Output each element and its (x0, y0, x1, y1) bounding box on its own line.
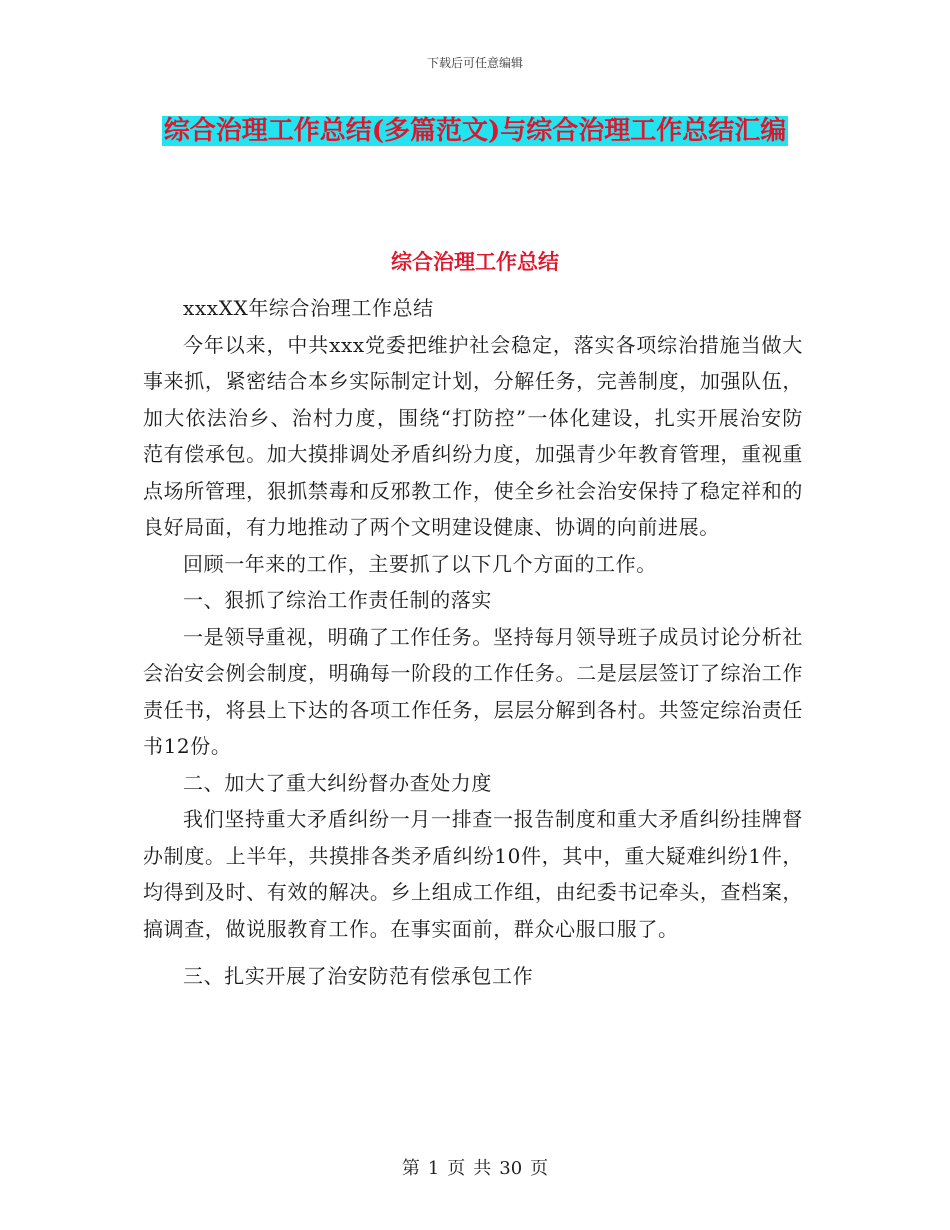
footer-total-label: 共 (473, 1158, 492, 1179)
footer-page-number: 1 (427, 1158, 440, 1179)
page-footer (0, 1154, 950, 1180)
paragraph-intro: 今年以来，中共xxx党委把维护社会稳定，落实各项综治措施当做大事来抓，紧密结合本乡实际制定计划，分解任务，完善制度，加强队伍，加大依法治乡、治村力度，围绕“打防控”一体化建设，扎实开展治安防范有偿承包。加大摸排调处矛盾纠纷力度，加强青少年教育管理，重视重点场所管理，狠抓禁毒和反邪教工作，使全乡社会治安保持了稳定祥和的良好局面，有力地推动了两个文明建设健康、协调的向前进展。 (143, 332, 803, 539)
section-title: 综合治理工作总结 (391, 249, 559, 274)
heading-item-1: 一、狠抓了综治工作责任制的落实 (183, 588, 492, 612)
paragraph-item-2: 我们坚持重大矛盾纠纷一月一排查一报告制度和重大矛盾纠纷挂牌督办制度。上半年，共摸排各类矛盾纠纷10件，其中，重大疑难纠纷1件，均得到及时、有效的解决。乡上组成工作组，由纪委书记牵头，查档案，搞调查，做说服教育工作。在事实面前，群众心服口服了。 (143, 807, 803, 941)
footer-page-unit: 页 (447, 1158, 466, 1179)
heading-item-3: 三、扎实开展了治安防范有偿承包工作 (183, 964, 534, 988)
footer-total-unit: 页 (530, 1158, 549, 1179)
paragraph-subtitle: xxxXX年综合治理工作总结 (183, 296, 434, 320)
paragraph-review: 回顾一年来的工作，主要抓了以下几个方面的工作。 (183, 551, 657, 576)
document-body (143, 290, 803, 995)
heading-item-2: 二、加大了重大纠纷督办查处力度 (183, 770, 492, 795)
document-title (120, 108, 830, 154)
footer-total-number: 30 (499, 1158, 523, 1179)
document-title-text: 综合治理工作总结(多篇范文)与综合治理工作总结汇编 (163, 116, 787, 146)
header-note: 下载后可任意编辑 (426, 56, 523, 70)
footer-page-label: 第 (401, 1158, 420, 1179)
paragraph-item-1: 一是领导重视，明确了工作任务。坚持每月领导班子成员讨论分析社会治安会例会制度，明确每一阶段的工作任务。二是层层签订了综治工作责任书，将县上下达的各项工作任务，层层分解到各村。共签定综治责任书12份。 (143, 624, 803, 758)
